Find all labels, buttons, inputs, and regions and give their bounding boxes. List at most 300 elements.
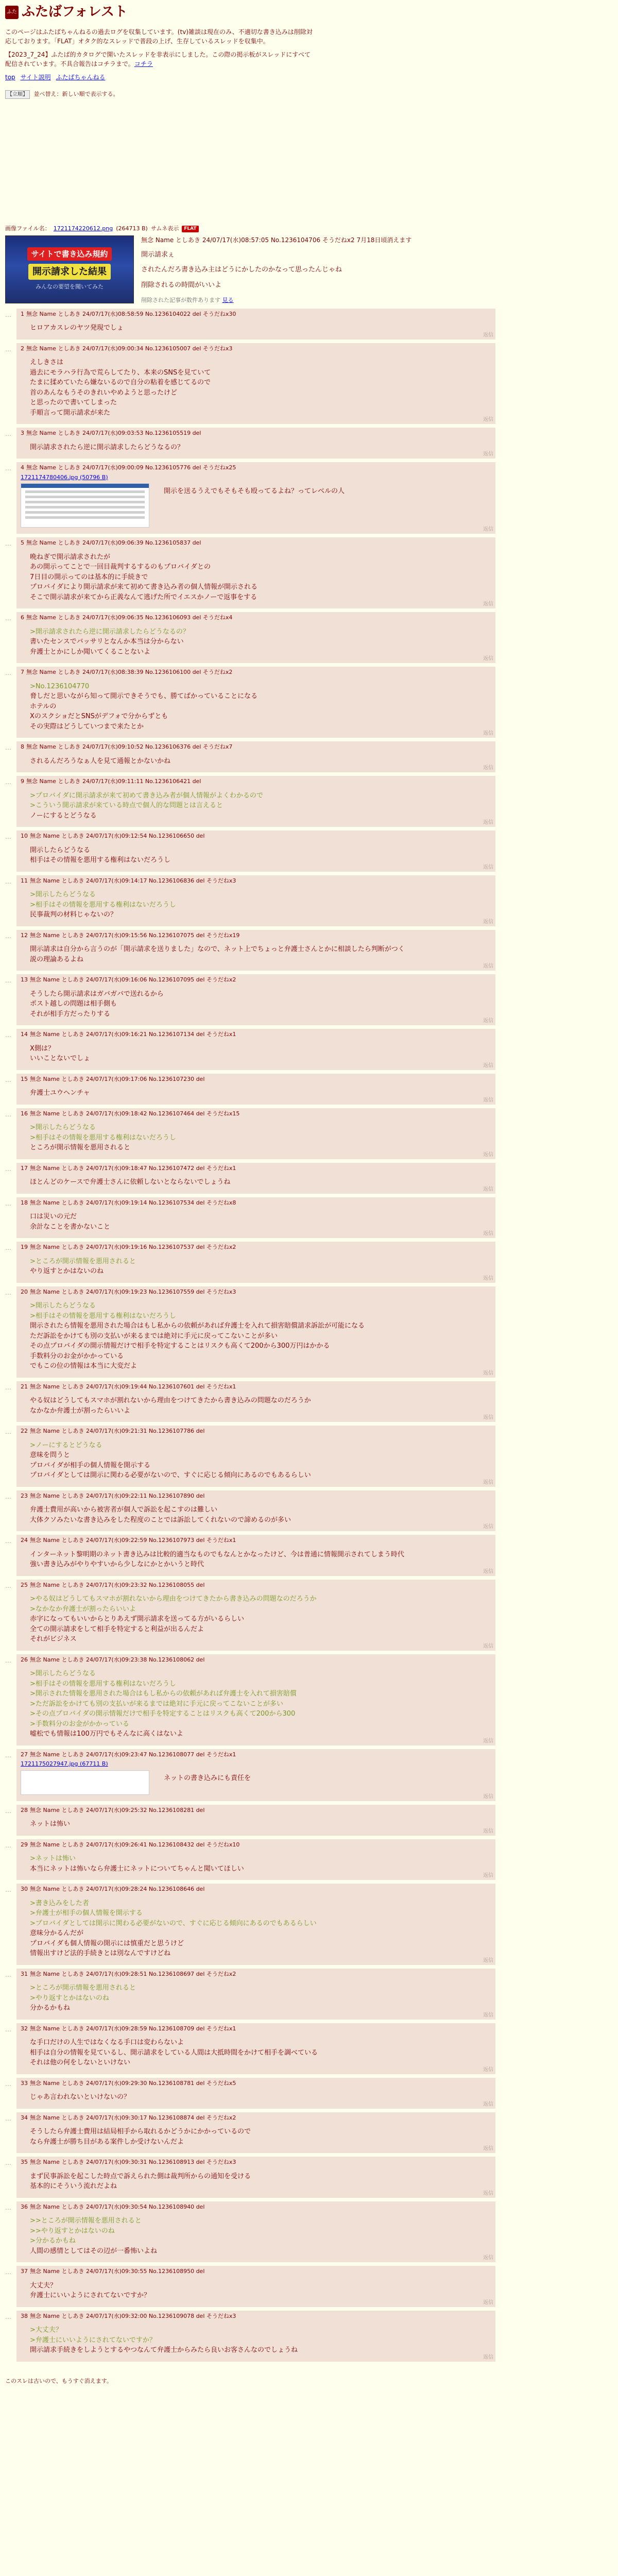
reply-post <box>5 974 613 1025</box>
reply-header-text: 無念 Name としあき 24/07/17(水)09:00:34 No.1236105007 del そうだねx3 <box>26 345 233 352</box>
text-line: プロバイダにより開示請求が来て初めて書き込み者の個人情報が開示される <box>30 583 258 591</box>
reply-icon[interactable]: 返信 <box>483 527 493 532</box>
text-line: 手順言って開示請求が来た <box>30 409 111 417</box>
reply-text <box>30 1177 230 1188</box>
reply-post <box>5 1580 613 1651</box>
reply-number: 14 <box>21 1031 28 1038</box>
text-line: その実際はどうしていつまで来たとか <box>30 722 144 731</box>
reply-icon[interactable]: 返信 <box>483 1097 493 1103</box>
thread <box>0 225 618 2362</box>
reply-text <box>30 1899 317 1959</box>
reply-arrow-icon: … <box>5 1751 11 1759</box>
thumb-line <box>25 506 145 509</box>
quote-line: >ただ訴訟をかけても別の支払いが来るまでは絶対に手元に戻ってこないことが多い <box>30 1700 283 1708</box>
reply-header-text: 無念 Name としあき 24/07/17(水)09:22:59 No.1236107973 del そうだねx1 <box>30 1537 236 1544</box>
reply-header-text: 無念 Name としあき 24/07/17(水)09:22:11 No.1236107890 del <box>30 1492 205 1499</box>
reply-box <box>16 462 495 534</box>
reply-icon[interactable]: 返信 <box>483 1873 493 1878</box>
reply-header <box>21 877 491 886</box>
reply-icon[interactable]: 返信 <box>483 1062 493 1069</box>
reply-arrow-icon: … <box>5 465 11 472</box>
quote-line: >大丈夫？ <box>30 2326 62 2334</box>
reply-box <box>16 1749 495 1801</box>
reply-number: 24 <box>21 1537 28 1544</box>
reply-post <box>5 2112 613 2154</box>
reply-number: 30 <box>21 1886 28 1892</box>
quote-line: >ノーにするとどうなる <box>30 1441 102 1449</box>
reply-icon[interactable]: 返信 <box>483 1957 493 1963</box>
reply-arrow-icon: … <box>5 1971 11 1978</box>
quote-line: >手数料分のお金がかかっている <box>30 1720 129 1728</box>
op-thumb-text-1: サイトで書き込み規約 <box>27 247 112 261</box>
reply-number: 15 <box>21 1075 28 1082</box>
reply-box <box>16 1426 495 1487</box>
reply-content <box>21 2124 491 2147</box>
reply-number: 29 <box>21 1841 28 1848</box>
reply-arrow-icon: … <box>5 1199 11 1207</box>
reply-icon[interactable]: 返信 <box>483 1793 493 1800</box>
reply-number: 21 <box>21 1383 28 1390</box>
text-line: 開示請求は自分から言うのが「開示請求を送りました」なので、ネット上でちょっと弁護士さんとかに相談したら判断がつく <box>30 945 405 953</box>
reply-header <box>21 1806 491 1815</box>
text-line: 首のあんなもうそのきれいやめようと思ったけど <box>30 388 178 397</box>
reply-number: 36 <box>21 2203 28 2210</box>
reply-header <box>21 1536 491 1545</box>
reply-arrow-icon: … <box>5 1537 11 1545</box>
reply-header-text: 無念 Name としあき 24/07/17(水)09:26:41 No.1236108432 del そうだねx10 <box>30 1841 240 1848</box>
reply-number: 28 <box>21 1806 28 1814</box>
reply-text <box>30 1669 297 1739</box>
reply-header-text: 無念 Name としあき 24/07/17(水)09:16:21 No.1236107134 del そうだねx1 <box>30 1031 236 1038</box>
reply-text <box>30 443 184 453</box>
text-line: 全ての開示請求をして相手を特定すると利益が出るんだよ <box>30 1625 204 1633</box>
reply-header-text: 無念 Name としあき 24/07/17(水)09:23:32 No.1236108055 del <box>30 1581 205 1588</box>
reply-content <box>21 2168 491 2192</box>
reply-text <box>30 1440 311 1481</box>
op-deleted-note: 削除された記事が数件あります 見る <box>141 297 234 303</box>
text-line: それが相手方だったりする <box>30 1010 111 1018</box>
quote-line: >ネットは怖い <box>30 1855 76 1862</box>
reply-box <box>16 2201 495 2263</box>
quote-line: >No.1236104770 <box>30 682 90 690</box>
reply-icon[interactable]: 返信 <box>483 1568 493 1574</box>
text-line: 弁護士費用が高いから被害者が個人で訴訟を起こすのは難しい <box>30 1506 218 1514</box>
thumb-line <box>25 511 145 514</box>
text-line: ただ訴訟をかけても別の支払いが来るまでは絶対に手元に戻ってこないことが多い <box>30 1332 278 1340</box>
reply-file-link[interactable]: 1721175027947.jpg (67711 B) <box>21 1760 108 1767</box>
reply-icon[interactable]: 返信 <box>483 2354 493 2360</box>
reply-arrow-icon: … <box>5 1428 11 1435</box>
reply-header-text: 無念 Name としあき 24/07/17(水)09:28:24 No.1236108646 del <box>30 1886 205 1892</box>
text-line: 弁護士ユウヘンチャ <box>30 1089 90 1097</box>
text-line: 大体クソみたいな書き込みをした程度のことでは訴訟してくれないので諦めるのが多い <box>30 1516 291 1524</box>
reply-arrow-icon: … <box>5 932 11 940</box>
reply-icon[interactable]: 返信 <box>483 601 493 607</box>
reply-content <box>21 2322 491 2355</box>
reply-header <box>21 345 491 353</box>
thread-file-meta <box>5 225 613 233</box>
reply-arrow-icon: … <box>5 2025 11 2033</box>
reply-header-text: 無念 Name としあき 24/07/17(水)09:23:38 No.1236108062 del <box>30 1656 205 1663</box>
text-line: いいことないでしょ <box>30 1055 91 1062</box>
reply-content <box>21 1253 491 1277</box>
reply-header-text: 無念 Name としあき 24/07/17(水)09:10:52 No.1236106376 del そうだねx7 <box>26 743 233 750</box>
quote-line: >やる奴はどうしてもスマホが割れないから理由をつけてきたから書き込みの問題なのだろうか <box>30 1595 317 1603</box>
quote-line: >開示したらどうなる <box>30 1124 96 1131</box>
reply-header <box>21 1841 491 1850</box>
quote-line: >なかなか弁護士が割ったらいいよ <box>30 1605 136 1613</box>
reply-header-text: 無念 Name としあき 24/07/17(水)09:19:23 No.1236107559 del そうだねx3 <box>30 1288 236 1295</box>
reply-text <box>30 1550 404 1570</box>
reply-arrow-icon: … <box>5 669 11 676</box>
text-line: 相手はその情報を悪用する権利はないだろうし <box>30 856 171 864</box>
reply-icon[interactable]: 返信 <box>483 332 493 338</box>
reply-header <box>21 777 491 786</box>
reply-arrow-icon: … <box>5 1289 11 1296</box>
reply-icon[interactable]: 返信 <box>483 963 493 969</box>
reply-content <box>21 1209 491 1232</box>
reply-arrow-icon: … <box>5 1165 11 1173</box>
reply-icon[interactable]: 返信 <box>483 2255 493 2261</box>
reply-box <box>16 537 495 608</box>
quote-line: >開示請求されたら逆に開示請求したらどうなるの？ <box>30 628 190 636</box>
op-text-2: されたんだろ書き込み主はどうにかしたのかなって思ったんじゃね <box>141 266 342 274</box>
op-body <box>141 235 411 305</box>
reply-icon[interactable]: 返信 <box>483 2190 493 2196</box>
deleted-view-link[interactable]: 見る <box>222 297 234 303</box>
reply-header-text: 無念 Name としあき 24/07/17(水)09:29:30 No.1236108781 del そうだねx5 <box>30 2079 236 2087</box>
site-logo[interactable] <box>5 2 613 22</box>
reply-text <box>30 890 176 920</box>
reply-number: 13 <box>21 976 28 983</box>
reply-icon[interactable]: 返信 <box>483 417 493 422</box>
reply-arrow-icon: … <box>5 1582 11 1589</box>
text-line: プロバイダが相手の個人情報を開示する <box>30 1461 151 1469</box>
quote-line: >書き込みをした者 <box>30 1899 89 1907</box>
reply-number: 4 <box>21 464 24 471</box>
reply-header-text: 無念 Name としあき 24/07/17(水)09:06:35 No.1236106093 del そうだねx4 <box>26 614 233 621</box>
reply-icon[interactable]: 返信 <box>483 1524 493 1530</box>
reply-icon[interactable]: 返信 <box>483 656 493 662</box>
reply-box <box>16 2023 495 2074</box>
reply-box <box>16 343 495 425</box>
reply-post <box>5 1969 613 2020</box>
reply-content <box>21 679 491 732</box>
text-line: 開示したらどうなる <box>30 846 91 854</box>
reply-box <box>16 741 495 772</box>
reply-number: 33 <box>21 2079 28 2087</box>
reply-number: 19 <box>21 1244 28 1250</box>
reply-box <box>16 1580 495 1651</box>
reply-icon[interactable]: 返信 <box>483 1828 493 1834</box>
site-header <box>0 0 618 99</box>
nav-futaba-link[interactable]: ふたばちゃんねる <box>56 74 106 81</box>
op-thumb-text-3: みんなの要望を聞いてみた <box>36 283 104 290</box>
reply-icon[interactable]: 返信 <box>483 1018 493 1024</box>
reply-text <box>30 1983 136 2013</box>
op-thumb-text-2: 開示請求した結果 <box>28 264 111 280</box>
reply-text <box>30 1212 110 1232</box>
reply-number: 26 <box>21 1656 28 1663</box>
reply-text <box>30 1396 311 1416</box>
reply-number: 25 <box>21 1581 28 1588</box>
reply-icon[interactable]: 返信 <box>483 2101 493 2107</box>
text-line: 脅しだと思いながら知って開示できそうでも、勝てばかっていることになる <box>30 692 258 700</box>
reply-post <box>5 343 613 425</box>
flat-badge: FLAT <box>182 226 198 233</box>
text-line: ノーにするとどうなる <box>30 811 97 820</box>
reply-box <box>16 2078 495 2109</box>
reply-header-text: 無念 Name としあき 24/07/17(水)09:17:06 No.1236107230 del <box>30 1075 205 1082</box>
reply-header-text: 無念 Name としあき 24/07/17(水)09:19:16 No.1236107537 del そうだねx2 <box>30 1244 236 1250</box>
reply-header-text: 無念 Name としあき 24/07/17(水)09:23:47 No.1236108077 del そうだねx1 <box>30 1751 236 1758</box>
reply-header <box>21 668 491 677</box>
reply-post <box>5 831 613 872</box>
reply-header-text: 無念 Name としあき 24/07/17(水)09:30:55 No.1236108950 del <box>30 2268 205 2275</box>
reply-content <box>21 1393 491 1416</box>
nav-about-link[interactable]: サイト説明 <box>20 74 51 81</box>
quote-line: >相手はその情報を悪用する権利はないだろうし <box>30 1312 176 1320</box>
reply-number: 23 <box>21 1492 28 1499</box>
reply-header <box>21 1243 491 1252</box>
reply-icon[interactable]: 返信 <box>483 1186 493 1192</box>
text-line: 余計なことを書かないこと <box>30 1223 111 1231</box>
reply-text <box>30 944 405 964</box>
reply-box <box>16 1381 495 1422</box>
reply-header-text: 無念 Name としあき 24/07/17(水)09:21:31 No.1236107786 del <box>30 1428 205 1434</box>
text-line: それは他の何をしないといけない <box>30 2059 131 2066</box>
reply-content <box>21 753 491 767</box>
reply-number: 16 <box>21 1110 28 1117</box>
text-line: やり返すとかはないのね <box>30 1267 104 1275</box>
reply-box <box>16 1535 495 1576</box>
text-line: 書いたセンスでバッサリとなんか本当は分からない <box>30 638 184 646</box>
reply-header-text: 無念 Name としあき 24/07/17(水)08:38:39 No.1236106100 del そうだねx2 <box>26 669 233 675</box>
reply-header <box>21 743 491 752</box>
reply-icon[interactable]: 返信 <box>483 2146 493 2151</box>
reply-arrow-icon: … <box>5 1244 11 1251</box>
quote-line: >相手はその情報を悪用する権利はないだろうし <box>30 1680 176 1688</box>
reply-post <box>5 2078 613 2109</box>
page-footer <box>0 2377 618 2386</box>
site-title: ふたばフォレスト <box>22 4 128 20</box>
reply-box <box>16 667 495 738</box>
reply-box <box>16 875 495 926</box>
text-line: そうしたら弁護士費用は結局相手から取れるかどうかにかかっているので <box>30 2128 251 2136</box>
reply-file-link[interactable]: 1721174780406.jpg (50796 B) <box>21 473 108 481</box>
nav-top-link[interactable]: top <box>5 74 15 81</box>
sort-label: 並べ替え：新しい順で表示する。 <box>33 91 119 97</box>
reply-box <box>16 1490 495 1532</box>
reply-arrow-icon: … <box>5 1110 11 1118</box>
reply-header <box>21 1199 491 1208</box>
reply-text <box>30 756 170 767</box>
reply-icon[interactable]: 返信 <box>483 2012 493 2018</box>
text-line: でもこの位の情報は本当に大変だよ <box>30 1362 138 1370</box>
reply-post <box>5 875 613 926</box>
reply-icon[interactable]: 返信 <box>483 1231 493 1236</box>
reply-icon[interactable]: 返信 <box>483 1275 493 1281</box>
reply-post <box>5 1884 613 1965</box>
reply-thumbnail-image[interactable] <box>21 1770 149 1795</box>
reply-header-text: 無念 Name としあき 24/07/17(水)09:18:47 No.1236107472 del そうだねx1 <box>30 1164 236 1172</box>
reply-header-text: 無念 Name としあき 24/07/17(水)09:32:00 No.1236109078 del そうだねx3 <box>30 2312 236 2319</box>
reply-number: 10 <box>21 833 28 839</box>
reply-post <box>5 776 613 827</box>
reply-icon[interactable]: 返信 <box>483 919 493 925</box>
reply-content <box>21 1085 491 1098</box>
reply-content <box>21 2278 491 2301</box>
text-line: ところが開示情報を悪用されると <box>30 1144 131 1151</box>
reply-box <box>16 1242 495 1283</box>
reply-number: 6 <box>21 614 24 621</box>
thumb-line <box>25 490 145 493</box>
text-line: 開示されたら情報を悪用された場合はもし私からの依頼があれば弁護士を入れて損害賠償請求訴訟が可能になる <box>30 1322 365 1330</box>
reply-number: 31 <box>21 1970 28 1977</box>
reply-header-text: 無念 Name としあき 24/07/17(水)09:30:31 No.1236108913 del そうだねx3 <box>30 2159 236 2165</box>
reply-text <box>164 1773 251 1795</box>
reply-post <box>5 1381 613 1422</box>
reply-arrow-icon: … <box>5 1076 11 1083</box>
text-line: じゃあ言われないといけないの？ <box>30 2093 131 2101</box>
reply-content <box>21 320 491 333</box>
op-file-link[interactable]: 1721174220612.png <box>53 225 113 232</box>
text-line: X側は？ <box>30 1044 55 1053</box>
reply-text <box>30 2281 150 2301</box>
text-line: 意味分かるんだが <box>30 1929 84 1937</box>
reply-content <box>21 1770 491 1795</box>
reply-text <box>30 323 124 333</box>
reply-box <box>16 831 495 872</box>
quote-line: >ところが開示情報を悪用されると <box>30 1257 136 1265</box>
text-line: 嘘松でも情報は100万円でもそんなに高くはないよ <box>30 1730 183 1738</box>
reply-icon[interactable]: 返信 <box>483 864 493 870</box>
reply-icon[interactable]: 返信 <box>483 1738 493 1744</box>
reply-icon[interactable]: 返信 <box>483 1151 493 1158</box>
reply-header <box>21 1656 491 1665</box>
reply-thumbnail-image[interactable] <box>21 483 149 528</box>
quote-line: >開示したらどうなる <box>30 891 96 899</box>
op-post <box>5 235 613 305</box>
reply-content <box>21 1547 491 1570</box>
quote-line: >やり返すとかはないのね <box>30 1994 109 2002</box>
tools-bar <box>5 90 613 99</box>
reply-icon[interactable]: 返信 <box>483 2066 493 2073</box>
reply-number: 35 <box>21 2159 28 2165</box>
reply-icon[interactable]: 返信 <box>483 1479 493 1485</box>
reply-header <box>21 2114 491 2123</box>
reply-header <box>21 2312 491 2321</box>
reply-header-text: 無念 Name としあき 24/07/17(水)09:12:54 No.1236106650 del <box>30 833 205 839</box>
reply-arrow-icon: … <box>5 311 11 318</box>
text-line: 口は災いの元だ <box>30 1213 77 1221</box>
file-label: 画像ファイル名： <box>5 225 50 232</box>
text-line: 分かるかもね <box>30 2004 71 2012</box>
reply-header-text: 無念 Name としあき 24/07/17(水)08:58:59 No.1236104022 del そうだねx30 <box>26 310 236 317</box>
reply-file-meta <box>21 1760 491 1769</box>
reply-post <box>5 1805 613 1836</box>
reply-icon[interactable]: 返信 <box>483 1370 493 1376</box>
reply-text <box>30 627 190 657</box>
reply-content <box>21 1298 491 1371</box>
reply-text <box>164 486 345 528</box>
reply-text <box>30 791 263 821</box>
reply-header <box>21 832 491 841</box>
reply-number: 27 <box>21 1751 28 1758</box>
reply-content <box>21 549 491 603</box>
reply-content <box>21 2089 491 2103</box>
reply-arrow-icon: … <box>5 744 11 751</box>
reply-icon[interactable]: 返信 <box>483 765 493 771</box>
quote-line: >開示したらどうなる <box>30 1302 96 1310</box>
reply-icon[interactable]: 返信 <box>483 451 493 457</box>
reply-post <box>5 309 613 340</box>
reply-header-text: 無念 Name としあき 24/07/17(水)09:11:11 No.1236106421 del <box>26 778 201 785</box>
reply-arrow-icon: … <box>5 1807 11 1815</box>
reply-header <box>21 976 491 985</box>
text-line: その点プロバイダの開示情報だけで相手を特定することはリスクも高くて200から300万円はかかる <box>30 1342 330 1350</box>
reply-number: 8 <box>21 743 24 750</box>
thumb-bar <box>21 484 149 488</box>
ad-spacer <box>0 99 618 225</box>
reply-number: 32 <box>21 2025 28 2032</box>
text-line: 開示請求手続きをしようとするやつなんて弁護士からみたら良いお客さんなのでしょうね <box>30 2346 298 2354</box>
notice-text: 【2023_7_24】ふたば的カタログで開いたスレッドを非表示にしました。この際の掲示板がスレッドにすべて配信されています。不具合報告はコチラまで。コチラ <box>5 51 311 67</box>
reply-box <box>16 1969 495 2020</box>
reply-content <box>21 1895 491 1959</box>
reply-icon[interactable]: 返信 <box>483 731 493 736</box>
quote-line: >>やり返すとかはないのね <box>30 2227 115 2235</box>
reply-post <box>5 428 613 459</box>
reply-text <box>30 1257 136 1277</box>
reply-text <box>30 1594 317 1645</box>
intro-section <box>5 27 314 69</box>
reply-box <box>16 1108 495 1159</box>
reply-box <box>16 1654 495 1745</box>
text-line: 手数料分のお金がかかっている <box>30 1352 124 1360</box>
reply-icon[interactable]: 返信 <box>483 820 493 825</box>
reply-icon[interactable]: 返信 <box>483 2299 493 2306</box>
reply-icon[interactable]: 返信 <box>483 1643 493 1649</box>
reply-post <box>5 1029 613 1070</box>
text-line: それがビジネス <box>30 1635 77 1643</box>
reply-header <box>21 1110 491 1118</box>
reply-arrow-icon: … <box>5 778 11 786</box>
reply-content <box>21 1851 491 1874</box>
reply-header-text: 無念 Name としあき 24/07/17(水)09:16:06 No.1236107095 del そうだねx2 <box>30 976 236 983</box>
reply-arrow-icon: … <box>5 615 11 622</box>
sort-button[interactable]: 【立順】 <box>5 90 30 99</box>
text-line: 民事裁判の材料じゃないの？ <box>30 911 117 919</box>
text-line: 過去にモラハラ行為で荒らしてたり、本来のSNSを見ていて <box>30 368 211 377</box>
reply-header <box>21 2203 491 2212</box>
text-line: ほとんどのケースで弁護士さんに依頼しないとならないでしょうね <box>30 1178 231 1186</box>
reply-content <box>21 941 491 964</box>
reply-post <box>5 2157 613 2198</box>
reply-box <box>16 930 495 971</box>
reply-box <box>16 1163 495 1194</box>
reply-post <box>5 1654 613 1745</box>
reply-icon[interactable]: 返信 <box>483 1415 493 1420</box>
op-thumbnail-image[interactable] <box>5 235 134 303</box>
reply-arrow-icon: … <box>5 2268 11 2276</box>
reply-box <box>16 974 495 1025</box>
reply-post <box>5 1163 613 1194</box>
reply-header <box>21 1383 491 1392</box>
reply-post <box>5 1108 613 1159</box>
reply-arrow-icon: … <box>5 2080 11 2088</box>
notice-link[interactable]: コチラ <box>134 60 153 67</box>
